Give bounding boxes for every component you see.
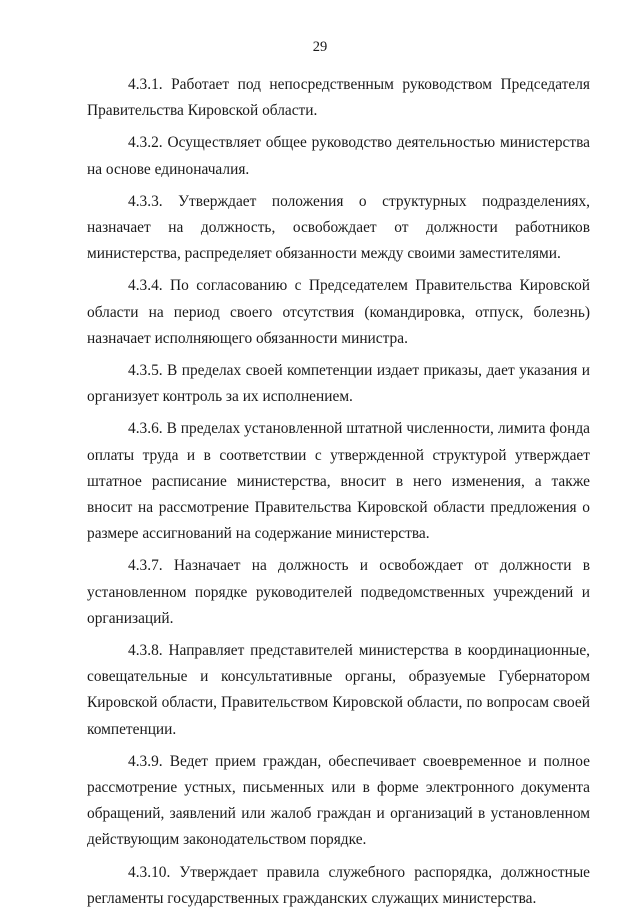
paragraph-4-3-10: 4.3.10. Утверждает правила служебного распорядка, должностные регламенты государственных гражданских служащих министерства.	[87, 863, 590, 907]
paragraph-4-3-5: 4.3.5. В пределах своей компетенции издает приказы, дает указания и организует контроль за их исполнением.	[87, 362, 590, 406]
page-number: 29	[312, 39, 328, 55]
paragraph-4-3-4: 4.3.4. По согласованию с Председателем Правительства Кировской области на период своего отсутствия (командировка, отпуск, болезнь) назначает исполняющего обязанности министра.	[87, 277, 590, 347]
paragraph-4-3-2: 4.3.2. Осуществляет общее руководство деятельностью министерства на основе единоначалия.	[87, 134, 590, 178]
paragraph-4-3-7: 4.3.7. Назначает на должность и освобождает от должности в установленном порядке руководителей подведомственных учреждений и организаций.	[87, 557, 590, 627]
paragraph-4-3-8: 4.3.8. Направляет представителей министерства в координационные, совещательные и консультативные органы, образуемые Губернатором Кировской области, Правительством Кировской области, по вопросам своей компетенции.	[87, 642, 590, 738]
paragraph-4-3-9: 4.3.9. Ведет прием граждан, обеспечивает своевременное и полное рассмотрение устных, письменных или в форме электронного документа обращений, заявлений или жалоб граждан и организаций в установленном действующим законодательством порядке.	[87, 752, 590, 849]
paragraph-4-3-3: 4.3.3. Утверждает положения о структурных подразделениях, назначает на должность, освобождает от должности работников министерства, распределяет обязанности между своими заместителями.	[87, 192, 590, 263]
paragraph-4-3-1: 4.3.1. Работает под непосредственным руководством Председателя Правительства Кировской области.	[87, 76, 590, 120]
paragraph-4-3-6: 4.3.6. В пределах установленной штатной численности, лимита фонда оплаты труда и в соответствии с утвержденной структурой утверждает штатное расписание министерства, вносит в него изменения, а также вносит на рассмотрение Правительства Кировской области предложения о размере ассигнований на содержание министерства.	[87, 420, 590, 543]
document-body	[87, 72, 590, 918]
